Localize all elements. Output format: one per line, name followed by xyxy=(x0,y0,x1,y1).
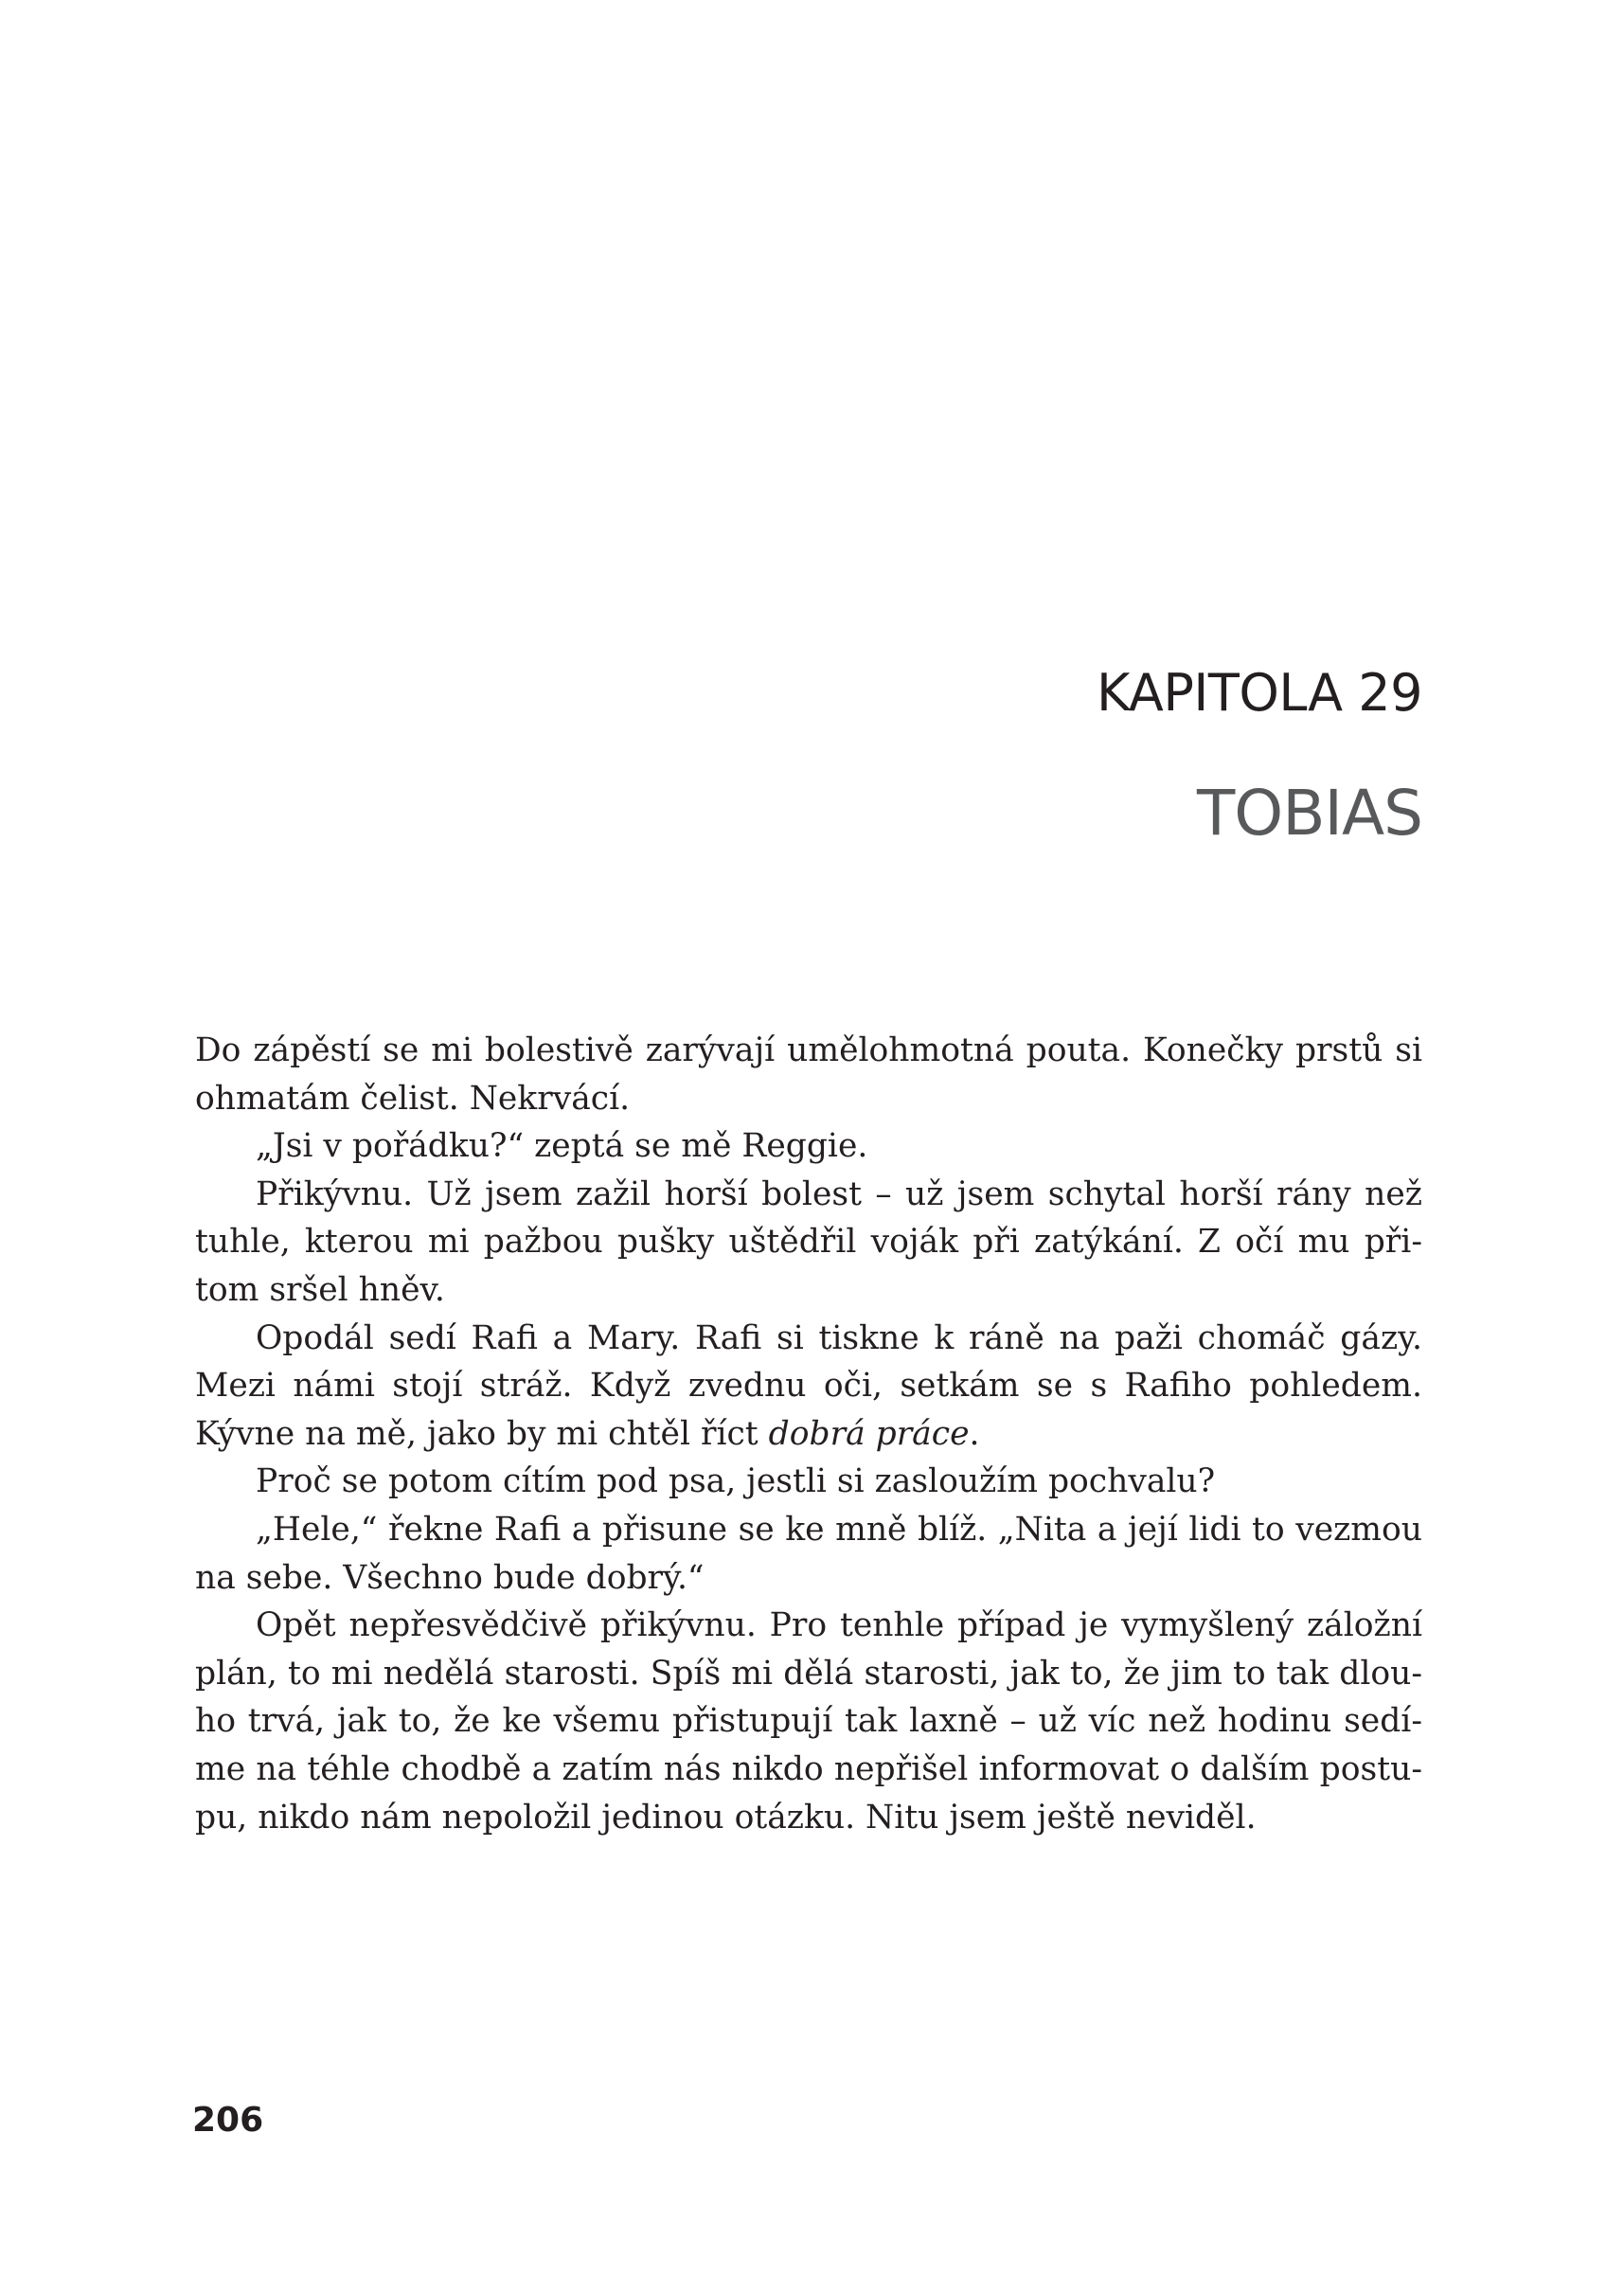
page-number: 206 xyxy=(192,2101,264,2140)
text-line: „Jsi v pořádku?“ zeptá se mě Reggie. xyxy=(256,1127,868,1166)
text-line: tuhle, kterou mi pažbou pušky uštědřil voják při zatýkání. Z očí mu při- xyxy=(195,1223,1422,1262)
text-segment: Kývne na mě, jako by mi chtěl říct xyxy=(195,1414,769,1453)
text-line: Proč se potom cítím pod psa, jestli si zasloužím pochvalu? xyxy=(256,1462,1216,1501)
text-line: tom sršel hněv. xyxy=(195,1270,445,1309)
text-line: „Hele,“ řekne Rafi a přisune se ke mně blíž. „Nita a její lidi to vezmou xyxy=(256,1510,1422,1549)
text-line: Do zápěstí se mi bolestivě zarývají umělohmotná pouta. Konečky prstů si xyxy=(195,1031,1422,1069)
text-line: me na téhle chodbě a zatím nás nikdo nepřišel informovat o dalším postu- xyxy=(195,1749,1422,1788)
text-line: Mezi námi stojí stráž. Když zvednu oči, setkám se s Rafiho pohledem. xyxy=(195,1367,1422,1406)
text-line xyxy=(195,1410,1422,1459)
italic-phrase: dobrá práce xyxy=(768,1414,970,1453)
text-line: Opodál sedí Rafi a Mary. Rafi si tiskne k ráně na paži chomáč gázy. xyxy=(256,1318,1422,1357)
text-line: ho trvá, jak to, že ke všemu přistupují tak laxně – už víc než hodinu sedí- xyxy=(195,1702,1422,1741)
body-text xyxy=(195,1027,1422,1841)
text-line: pu, nikdo nám nepoložil jedinou otázku. Nitu jsem ještě neviděl. xyxy=(195,1798,1257,1837)
text-line: ohmatám čelist. Nekrvácí. xyxy=(195,1079,631,1118)
text-line: Přikývnu. Už jsem zažil horší bolest – už jsem schytal horší rány než xyxy=(256,1174,1422,1213)
text-line: plán, to mi nedělá starosti. Spíš mi dělá starosti, jak to, že jim to tak dlou- xyxy=(195,1654,1422,1693)
text-segment: . xyxy=(969,1414,980,1453)
chapter-number-heading: KAPITOLA 29 xyxy=(1096,663,1422,723)
text-line: na sebe. Všechno bude dobrý.“ xyxy=(195,1558,705,1597)
chapter-title-heading: TOBIAS xyxy=(1196,777,1422,850)
text-line: Opět nepřesvědčivě přikývnu. Pro tenhle případ je vymyšlený záložní xyxy=(256,1606,1422,1645)
